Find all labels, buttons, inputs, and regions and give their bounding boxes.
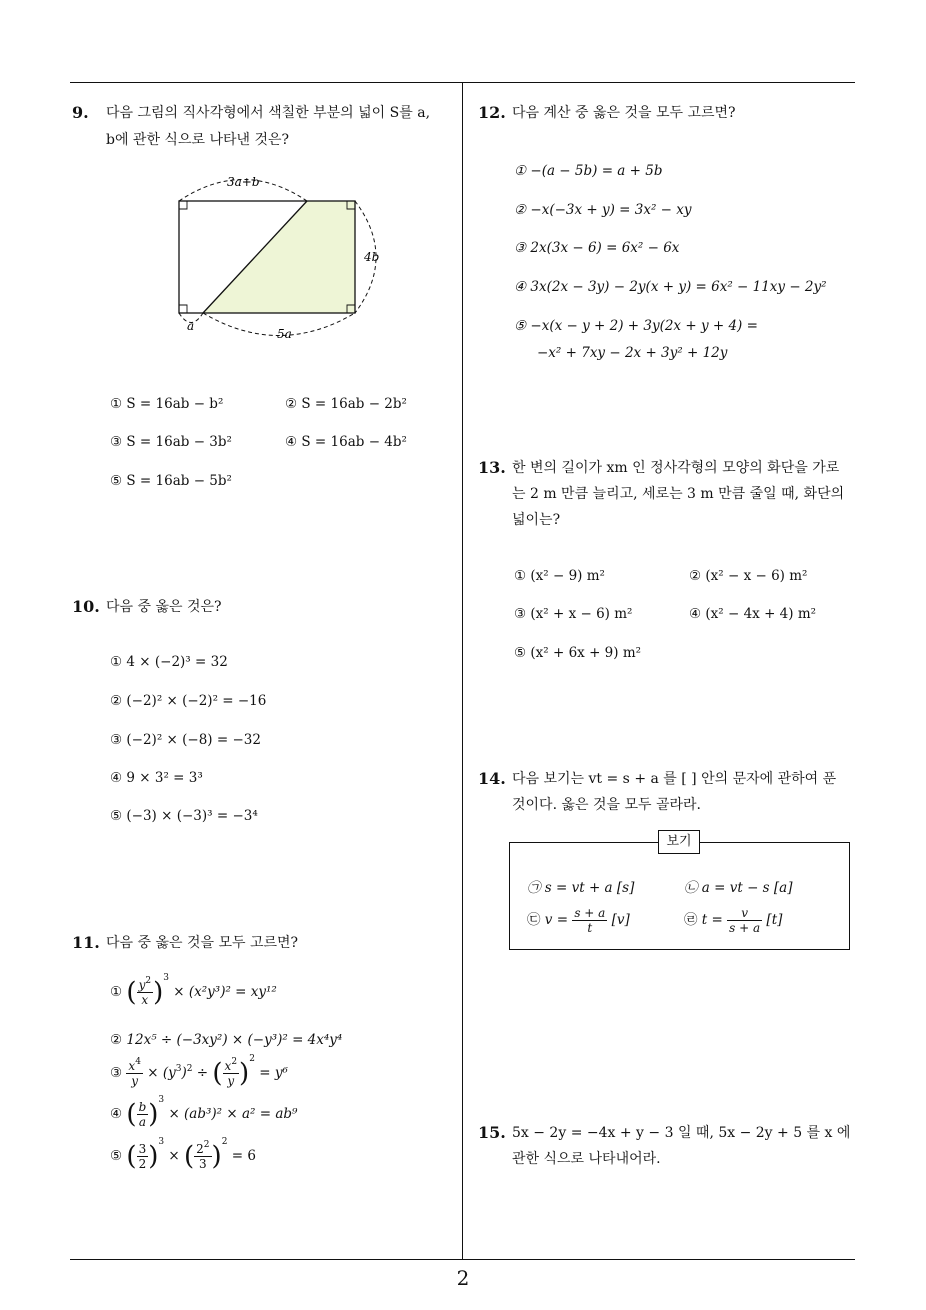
q11-choice-3[interactable]: ③ $\frac{x^4}{y}$ × $(y^3)^2$ ÷ ( $\frac{x^2}{y}$ )$^2$ = y⁶ — [110, 1054, 288, 1089]
q9-choice-3[interactable]: ③ S = 16ab − 3b² — [110, 434, 232, 450]
q11-choice-4[interactable]: ④ ( $\frac{b}{a}$ )$^3$ × (ab³)² × a² = ab⁹ — [110, 1095, 298, 1130]
q10-choice-1[interactable]: ① 4 × (−2)³ = 32 — [110, 654, 228, 670]
q12-choice-5-line2: −x² + 7xy − 2x + 3y² + 12y — [537, 345, 728, 361]
choice-mark: ③ — [110, 1065, 123, 1081]
q10-choice-2[interactable]: ② (−2)² × (−2)² = −16 — [110, 693, 267, 709]
q13-choice-1[interactable]: ① (x² − 9) m² — [514, 568, 605, 584]
q15-text-line2: 관한 식으로 나타내어라. — [512, 1151, 661, 1167]
q11-choice-2[interactable] — [110, 1032, 342, 1048]
choice-mark: ② — [110, 1032, 123, 1048]
bogi-item-1: ㉠ s = vt + a [s] — [527, 880, 635, 896]
q9-choice-2[interactable]: ② S = 16ab − 2b² — [285, 396, 407, 412]
q9-number: 9. — [72, 103, 89, 122]
q10-choice-5[interactable]: ⑤ (−3) × (−3)³ = −3⁴ — [110, 808, 258, 824]
q12-number: 12. — [478, 103, 506, 122]
q11-choice-5[interactable]: ⑤ ( $\frac{3}{2}$ )$^3$ × ( $\frac{2^2}{3}$ )$^2$ = 6 — [110, 1137, 256, 1172]
q11-choice-5-rest: = 6 — [231, 1148, 256, 1164]
bogi-item-4: ㉣ t = $\frac{v}{s + a}$ [t] — [684, 906, 783, 935]
q14-text-line1: 다음 보기는 vt = s + a 를 [ ] 안의 문자에 관하여 푼 — [512, 771, 837, 787]
q10-number: 10. — [72, 597, 100, 616]
q9-rectangle-figure — [165, 168, 395, 343]
q9-text-line2: b에 관한 식으로 나타낸 것은? — [106, 132, 290, 148]
fig-label-top: 3a+b — [227, 175, 260, 189]
q12-choice-4[interactable]: ④ 3x(2x − 3y) − 2y(x + y) = 6x² − 11xy − 2y² — [514, 279, 827, 295]
q13-choice-5[interactable]: ⑤ (x² + 6x + 9) m² — [514, 645, 642, 661]
q11-choice-1[interactable]: ① ( $\frac{y^2}{x}$ )$^3$ × (x²y³)² = xy¹² — [110, 973, 277, 1008]
q12-choice-5[interactable]: ⑤ −x(x − y + 2) + 3y(2x + y + 4) = — [514, 318, 758, 334]
q12-choice-3[interactable]: ③ 2x(3x − 6) = 6x² − 6x — [514, 240, 680, 256]
q9-text-line1: 다음 그림의 직사각형에서 색칠한 부분의 넓이 S를 a, — [106, 105, 431, 121]
q9-choice-5[interactable]: ⑤ S = 16ab − 5b² — [110, 473, 232, 489]
q14-number: 14. — [478, 769, 506, 788]
choice-mark: ⑤ — [110, 1148, 123, 1164]
q11-number: 11. — [72, 933, 100, 952]
column-divider — [462, 83, 463, 1260]
choice-mark: ④ — [110, 1106, 123, 1122]
q10-choice-4[interactable]: ④ 9 × 3² = 3³ — [110, 770, 203, 786]
bogi-item-3: ㉢ v = $\frac{s + a}{t}$ [v] — [527, 906, 630, 935]
q14-text-line2: 것이다. 옳은 것을 모두 골라라. — [512, 797, 701, 813]
q15-number: 15. — [478, 1123, 506, 1142]
choice-mark: ① — [110, 984, 123, 1000]
q13-text-line3: 넓이는? — [512, 512, 561, 528]
fig-label-right: 4b — [364, 250, 380, 264]
q11-choice-3-rest: = y⁶ — [259, 1065, 288, 1081]
bogi-item-2: ㉡ a = vt − s [a] — [684, 880, 793, 896]
q11-choice-4-rest: × (ab³)² × a² = ab⁹ — [168, 1106, 298, 1122]
q15-text-line1: 5x − 2y = −4x + y − 3 일 때, 5x − 2y + 5 를 x 에 — [512, 1125, 851, 1141]
page-number: 2 — [456, 1266, 470, 1290]
q12-choice-1[interactable]: ① −(a − 5b) = a + 5b — [514, 163, 663, 179]
fig-label-bottom: 5a — [277, 327, 292, 341]
q12-text: 다음 계산 중 옳은 것을 모두 고르면? — [512, 105, 736, 121]
q13-number: 13. — [478, 458, 506, 477]
q11-text: 다음 중 옳은 것을 모두 고르면? — [106, 935, 299, 951]
q13-choice-3[interactable]: ③ (x² + x − 6) m² — [514, 606, 633, 622]
q9-choice-1[interactable]: ① S = 16ab − b² — [110, 396, 224, 412]
bogi-label: 보기 — [658, 830, 700, 854]
q11-choice-2-expr: 12x⁵ ÷ (−3xy²) × (−y³)² = 4x⁴y⁴ — [126, 1032, 343, 1048]
q10-text: 다음 중 옳은 것은? — [106, 599, 222, 615]
q13-text-line1: 한 변의 길이가 xm 인 정사각형의 모양의 화단을 가로 — [512, 460, 840, 476]
q13-text-line2: 는 2 m 만큼 늘리고, 세로는 3 m 만큼 줄일 때, 화단의 — [512, 486, 845, 502]
q12-choice-2[interactable]: ② −x(−3x + y) = 3x² − xy — [514, 202, 692, 218]
q13-choice-2[interactable]: ② (x² − x − 6) m² — [689, 568, 808, 584]
q11-choice-1-rest: × (x²y³)² = xy¹² — [173, 984, 277, 1000]
q10-choice-3[interactable]: ③ (−2)² × (−8) = −32 — [110, 732, 261, 748]
q13-choice-4[interactable]: ④ (x² − 4x + 4) m² — [689, 606, 817, 622]
fig-label-left: a — [187, 319, 195, 333]
q9-choice-4[interactable]: ④ S = 16ab − 4b² — [285, 434, 407, 450]
